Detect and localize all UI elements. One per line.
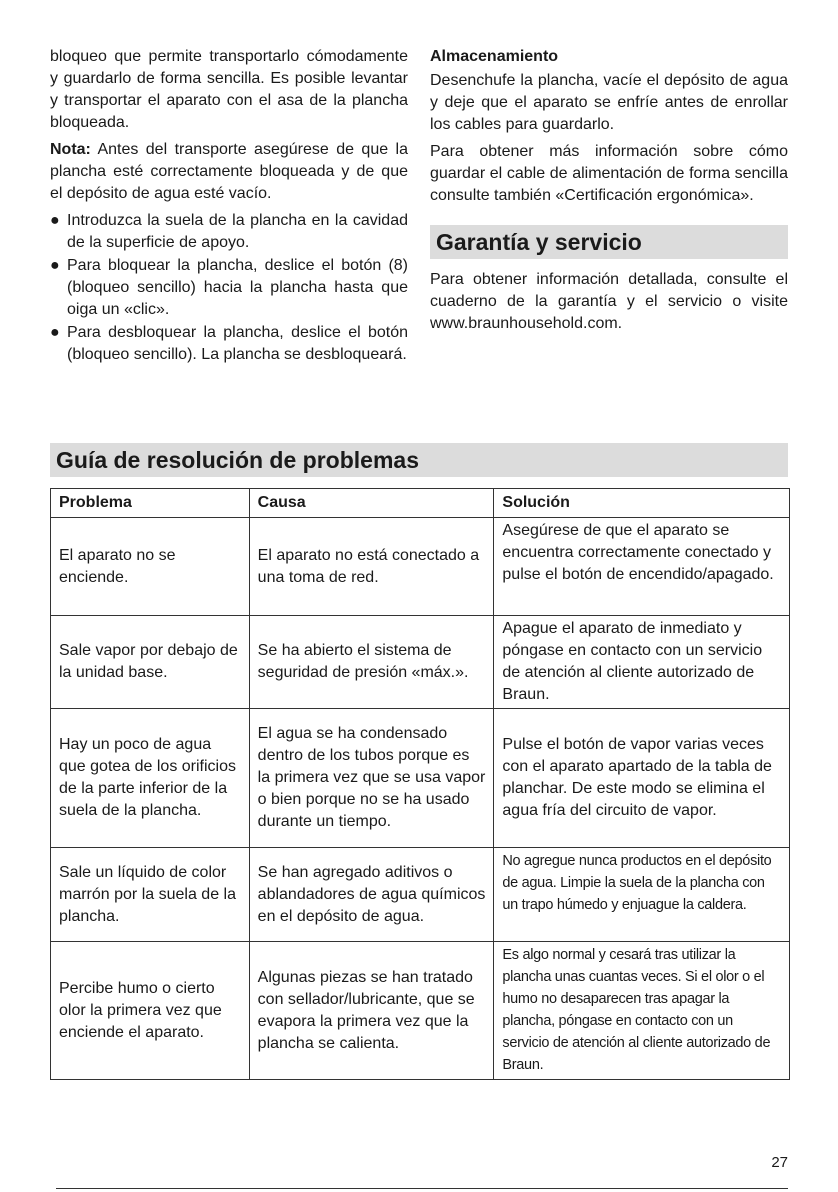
list-item-text: Para desbloquear la plancha, deslice el botón (bloqueo sencillo). La plancha se desbloqueará. [67, 324, 408, 363]
problem-cell: Sale vapor por debajo de la unidad base. [51, 616, 250, 709]
cause-cell: Se ha abierto el sistema de seguridad de presión «máx.». [249, 616, 494, 709]
table-row [51, 848, 790, 942]
solution-cell: Asegúrese de que el aparato se encuentra correctamente conectado y pulse el botón de encendido/apagado. [494, 518, 790, 616]
table-row [51, 518, 790, 616]
warranty-heading: Garantía y servicio [430, 225, 788, 259]
solution-cell: Es algo normal y cesará tras utilizar la plancha unas cuantas veces. Si el olor o el humo no desaparecen tras apagar la plancha, póngase en contacto con un servicio de atención al cliente autorizado de Braun. [494, 942, 790, 1080]
troubleshooting-table [50, 488, 790, 1080]
footer-divider [56, 1188, 788, 1189]
table-row [51, 709, 790, 848]
note-label: Nota: [50, 141, 91, 158]
storage-cable-paragraph: Para obtener más información sobre cómo guardar el cable de alimentación de forma sencilla consulte también «Certificación ergonómica». [430, 143, 788, 204]
bullet-icon: ● [50, 324, 60, 341]
bullet-icon: ● [50, 257, 60, 274]
right-column [430, 46, 788, 335]
column-header-solution: Solución [494, 489, 790, 518]
list-item [50, 322, 408, 366]
storage-heading: Almacenamiento [430, 48, 559, 65]
cause-cell: Se han agregado aditivos o ablandadores de agua químicos en el depósito de agua. [249, 848, 494, 942]
list-item [50, 255, 408, 321]
table-header-row [51, 489, 790, 518]
cause-cell: El aparato no está conectado a una toma de red. [249, 518, 494, 616]
list-item-text: Introduzca la suela de la plancha en la cavidad de la superficie de apoyo. [67, 212, 408, 251]
problem-cell: Hay un poco de agua que gotea de los orificios de la parte inferior de la suela de la plancha. [51, 709, 250, 848]
left-column [50, 46, 408, 367]
intro-paragraph: bloqueo que permite transportarlo cómodamente y guardarlo de forma sencilla. Es posible levantar y transportar el aparato con el asa de la plancha bloqueada. [50, 48, 408, 131]
list-item [50, 210, 408, 254]
page-number: 27 [771, 1154, 788, 1171]
note-paragraph [50, 139, 408, 205]
storage-paragraph: Desenchufe la plancha, vacíe el depósito de agua y deje que el aparato se enfríe antes de enrollar los cables para guardarlo. [430, 72, 788, 133]
list-item-text: Para bloquear la plancha, deslice el botón (8) (bloqueo sencillo) hacia la plancha hasta que oiga un «clic». [67, 257, 408, 318]
solution-cell: No agregue nunca productos en el depósito de agua. Limpie la suela de la plancha con un trapo húmedo y enjuague la caldera. [494, 848, 790, 942]
problem-cell: Percibe humo o cierto olor la primera vez que enciende el aparato. [51, 942, 250, 1080]
table-row [51, 942, 790, 1080]
troubleshooting-heading: Guía de resolución de problemas [50, 443, 788, 477]
column-header-cause: Causa [249, 489, 494, 518]
cause-cell: El agua se ha condensado dentro de los tubos porque es la primera vez que se usa vapor o bien porque no se ha usado durante un tiempo. [249, 709, 494, 848]
bullet-icon: ● [50, 212, 60, 229]
problem-cell: El aparato no se enciende. [51, 518, 250, 616]
cause-cell: Algunas piezas se han tratado con sellador/lubricante, que se evapora la primera vez que la plancha se calienta. [249, 942, 494, 1080]
column-header-problem: Problema [51, 489, 250, 518]
note-text: Antes del transporte asegúrese de que la plancha esté correctamente bloqueada y de que el depósito de agua esté vacío. [50, 141, 408, 202]
solution-cell: Apague el aparato de inmediato y póngase en contacto con un servicio de atención al cliente autorizado de Braun. [494, 616, 790, 709]
warranty-paragraph: Para obtener información detallada, consulte el cuaderno de la garantía y el servicio o visite www.braunhousehold.com. [430, 271, 788, 332]
instruction-list [50, 210, 408, 366]
table-row [51, 616, 790, 709]
solution-cell: Pulse el botón de vapor varias veces con el aparato apartado de la tabla de planchar. De este modo se elimina el agua fría del circuito de vapor. [494, 709, 790, 848]
problem-cell: Sale un líquido de color marrón por la suela de la plancha. [51, 848, 250, 942]
